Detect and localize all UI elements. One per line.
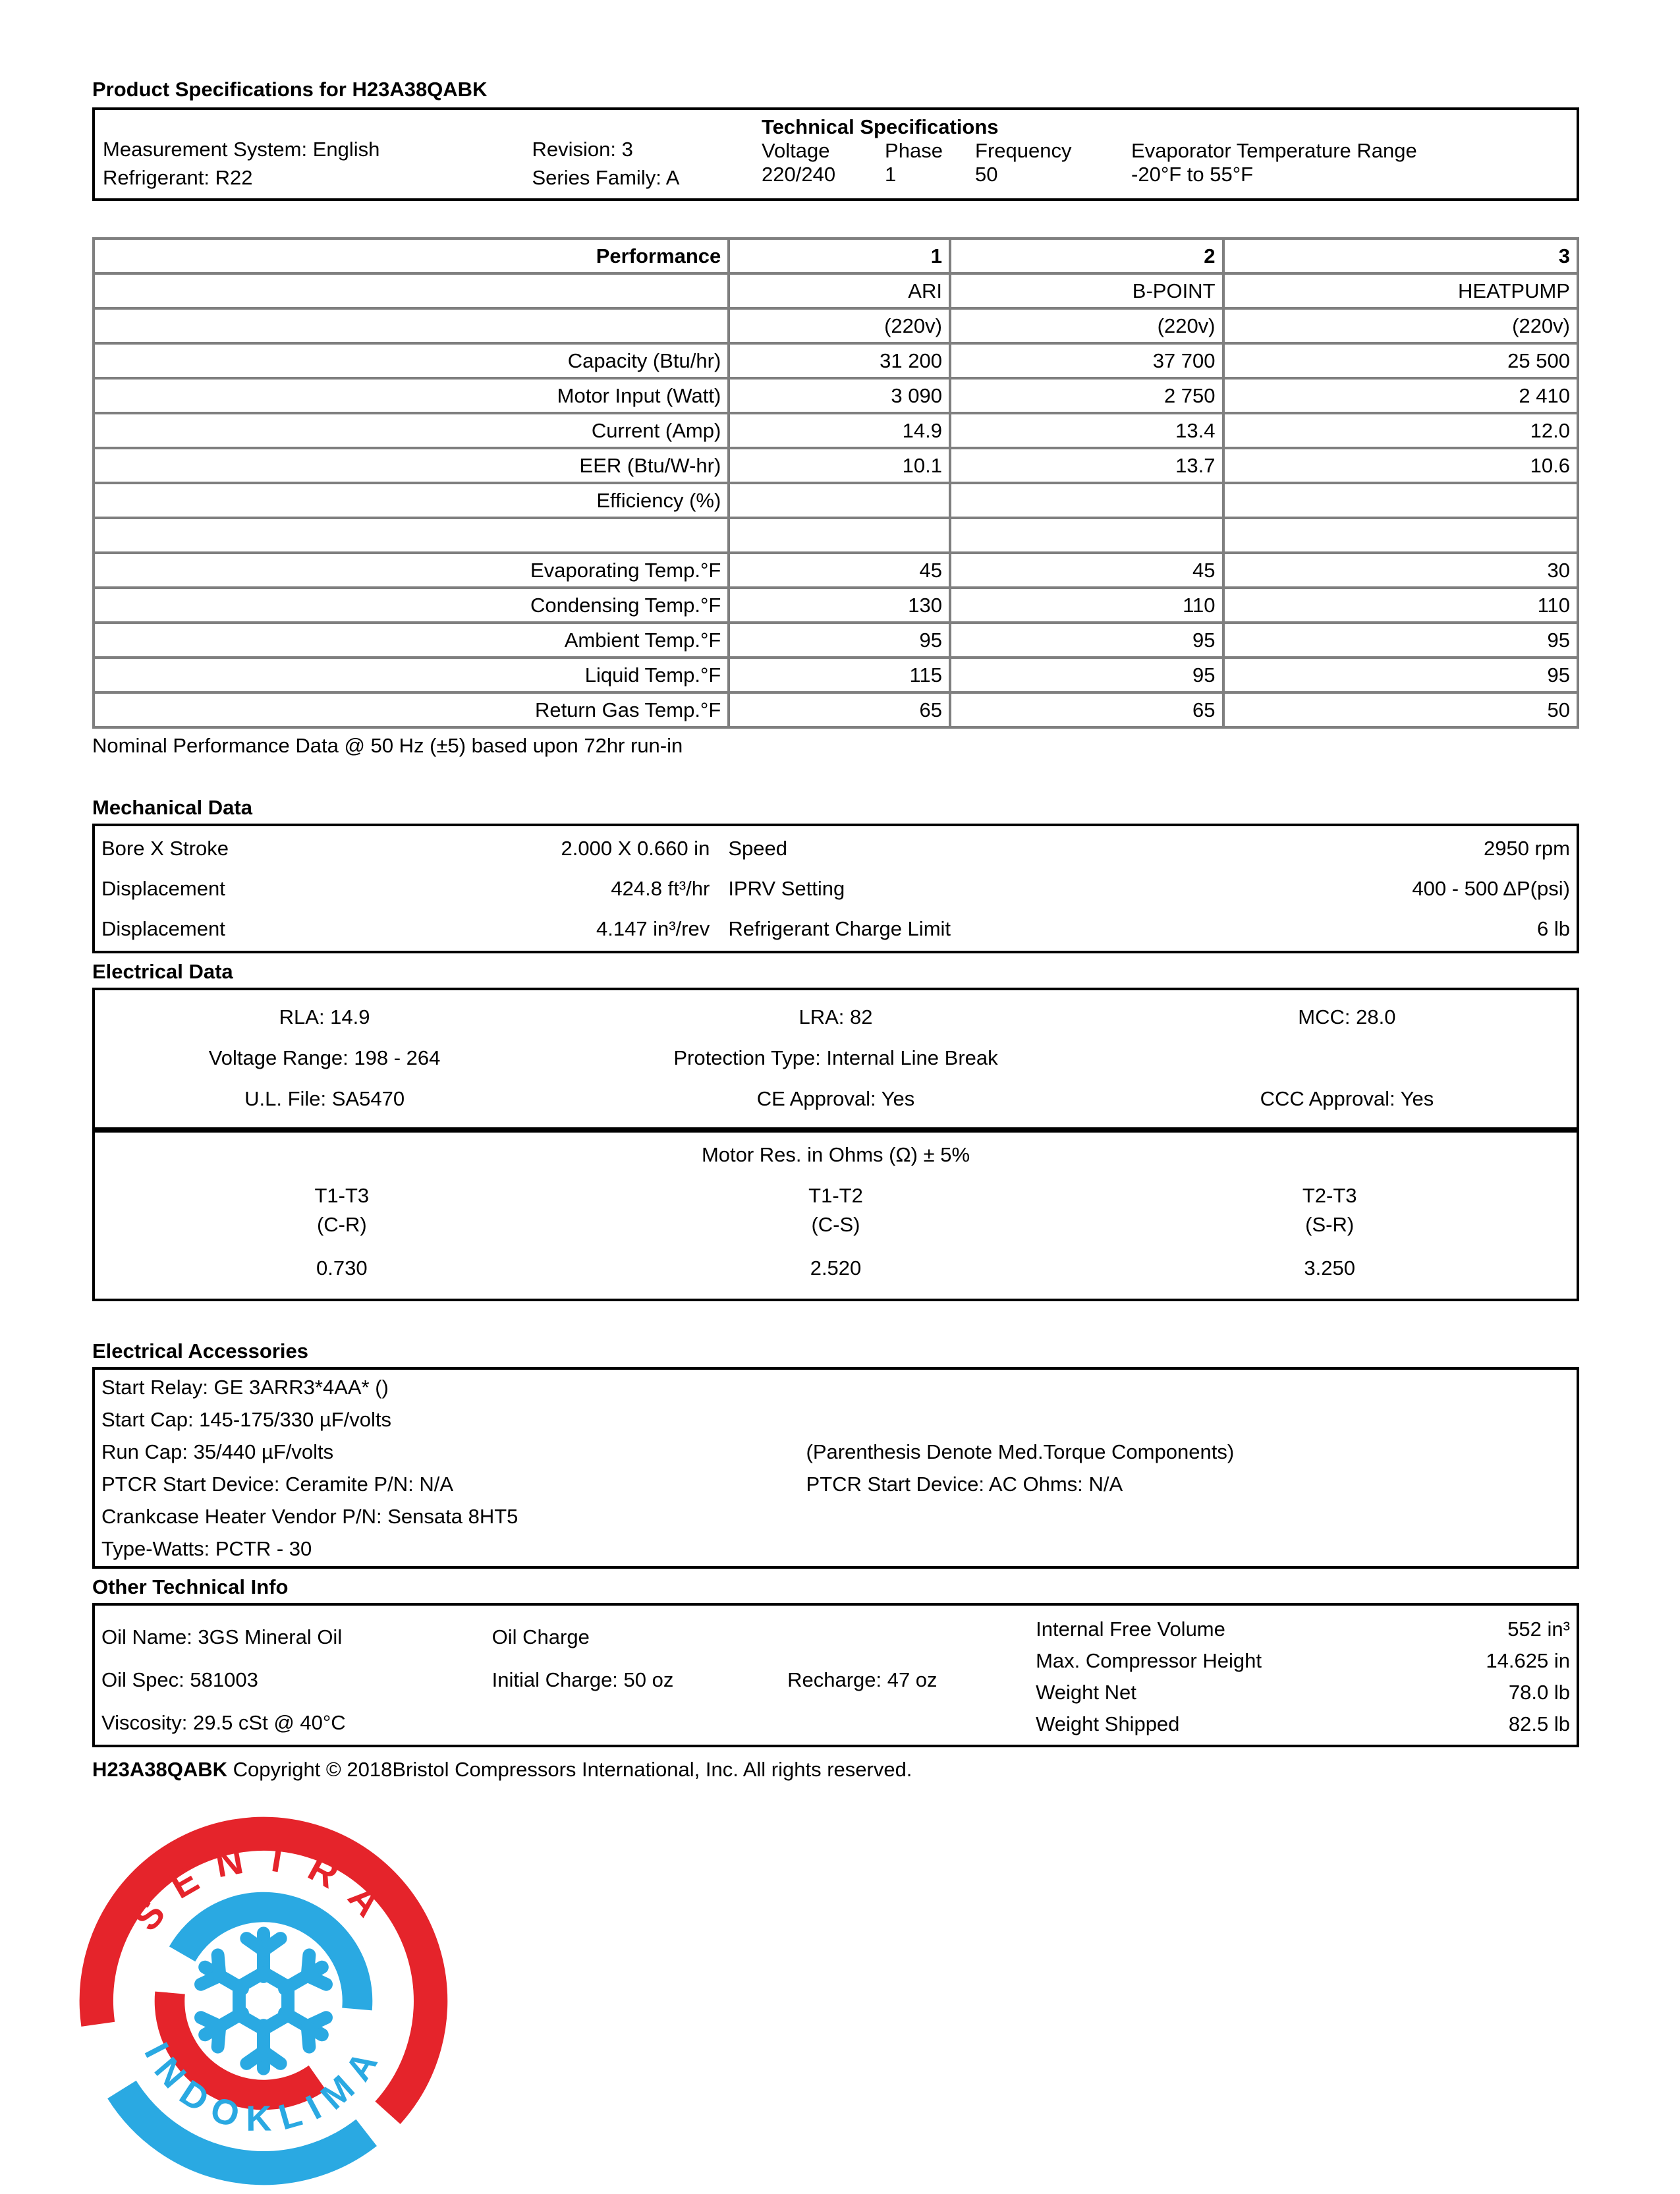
row-value-2: (220v)	[950, 308, 1223, 343]
stat-value: 14.625 in	[1486, 1649, 1570, 1672]
mech-label-1: Displacement	[101, 916, 225, 940]
mech-value-2: 2950 rpm	[1483, 836, 1570, 860]
electrical-row	[95, 1079, 1577, 1119]
electrical-cell-2: CE Approval: Yes	[756, 1087, 915, 1110]
row-value-1: 130	[729, 588, 950, 623]
oil-name: Oil Name: 3GS Mineral Oil	[101, 1625, 343, 1648]
measurement-system: Measurement System: English	[103, 138, 380, 161]
row-value-3: 2 410	[1223, 378, 1578, 413]
tech-specs-title: Technical Specifications	[762, 115, 999, 138]
oil-row	[95, 1625, 1036, 1668]
row-value-2	[950, 483, 1223, 518]
motor-resistance-column	[95, 1181, 589, 1283]
accessory-left: Type-Watts: PCTR - 30	[101, 1536, 312, 1560]
oil-row	[95, 1668, 1036, 1711]
row-value-1: (220v)	[729, 308, 950, 343]
electrical-cell-3: MCC: 28.0	[1298, 1005, 1396, 1028]
terminal-pair: T1-T3	[314, 1184, 370, 1207]
row-value-2: B-POINT	[950, 273, 1223, 308]
oil-info	[95, 1606, 1036, 1754]
accessory-right: (Parenthesis Denote Med.Torque Components)	[806, 1440, 1235, 1463]
row-value-1: 3 090	[729, 378, 950, 413]
electrical-row	[95, 1038, 1577, 1079]
mechanical-row	[95, 868, 1577, 909]
stat-value: 82.5 lb	[1508, 1712, 1570, 1735]
electrical-cell-3: CCC Approval: Yes	[1260, 1087, 1434, 1110]
row-value-3: 95	[1223, 658, 1578, 692]
table-row	[94, 308, 1578, 343]
stat-value: 78.0 lb	[1508, 1681, 1570, 1704]
stat-label: Internal Free Volume	[1036, 1617, 1225, 1641]
row-value-2: 65	[950, 692, 1223, 727]
series-family: Series Family: A	[532, 166, 680, 189]
stat-label: Weight Shipped	[1036, 1712, 1180, 1735]
row-value-3: 50	[1223, 692, 1578, 727]
row-value-3	[1223, 483, 1578, 518]
accessory-row	[95, 1533, 1577, 1565]
resistance-value: 2.520	[810, 1256, 862, 1280]
tech-val-voltage: 220/240	[762, 163, 836, 186]
header-left	[95, 110, 532, 198]
performance-col-3: 3	[1223, 239, 1578, 273]
electrical-data-box	[92, 988, 1579, 1301]
terminal-pair: T1-T2	[808, 1184, 863, 1207]
header-middle	[532, 110, 762, 198]
table-row	[94, 518, 1578, 553]
row-value-1	[729, 518, 950, 553]
divider	[95, 1127, 1577, 1133]
row-value-2: 13.4	[950, 413, 1223, 448]
compressor-stats	[1036, 1606, 1577, 1754]
tech-val-phase: 1	[885, 163, 897, 186]
mech-value-2: 400 - 500 ΔP(psi)	[1412, 876, 1570, 900]
logo-top-text: SENTRA	[125, 1836, 402, 1939]
other-technical-info-box	[92, 1603, 1579, 1747]
table-row	[94, 658, 1578, 692]
accessory-row	[95, 1403, 1577, 1436]
accessory-left: PTCR Start Device: Ceramite P/N: N/A	[101, 1472, 454, 1496]
electrical-cell-2: LRA: 82	[798, 1005, 873, 1028]
row-label	[94, 308, 729, 343]
row-value-2: 95	[950, 623, 1223, 658]
electrical-ratings	[95, 990, 1577, 1127]
performance-header-row	[94, 239, 1578, 273]
row-value-3: HEATPUMP	[1223, 273, 1578, 308]
row-value-1: 31 200	[729, 343, 950, 378]
motor-resistance-column	[589, 1181, 1083, 1283]
mechanical-data-box	[92, 824, 1579, 953]
tech-col-voltage: Voltage	[762, 139, 830, 162]
logo-bottom-text: INDOKLIMA	[136, 2035, 391, 2139]
row-label: Return Gas Temp.°F	[94, 692, 729, 727]
row-value-3: 12.0	[1223, 413, 1578, 448]
row-value-2: 2 750	[950, 378, 1223, 413]
stat-label: Max. Compressor Height	[1036, 1649, 1262, 1672]
row-value-3: 95	[1223, 623, 1578, 658]
revision: Revision: 3	[532, 138, 633, 161]
tech-specs-grid	[762, 139, 1577, 186]
table-row	[94, 588, 1578, 623]
accessory-left: Start Relay: GE 3ARR3*4AA* ()	[101, 1375, 389, 1399]
table-row	[94, 273, 1578, 308]
snowflake-icon	[196, 1933, 330, 2068]
oil-initial-charge: Initial Charge: 50 oz	[491, 1668, 674, 1691]
row-label: EER (Btu/W-hr)	[94, 448, 729, 483]
page-title: Product Specifications for H23A38QABK	[92, 78, 488, 101]
row-label	[94, 273, 729, 308]
accessory-left: Run Cap: 35/440 µF/volts	[101, 1440, 334, 1463]
stat-row	[1036, 1614, 1570, 1645]
motor-resistance-column	[1082, 1181, 1577, 1283]
oil-spec: Oil Spec: 581003	[101, 1668, 258, 1691]
row-value-1: ARI	[729, 273, 950, 308]
oil-viscosity: Viscosity: 29.5 cSt @ 40°C	[101, 1711, 346, 1734]
accessory-left: Start Cap: 145-175/330 µF/volts	[101, 1407, 392, 1431]
copyright-text: Copyright © 2018Bristol Compressors International, Inc. All rights reserved.	[227, 1758, 912, 1781]
mech-label-2: IPRV Setting	[728, 876, 845, 900]
performance-col-1: 1	[729, 239, 950, 273]
table-row	[94, 343, 1578, 378]
row-value-1: 14.9	[729, 413, 950, 448]
tech-col-evap-range: Evaporator Temperature Range	[1131, 139, 1417, 162]
accessory-row	[95, 1468, 1577, 1500]
row-label: Condensing Temp.°F	[94, 588, 729, 623]
electrical-cell-1: U.L. File: SA5470	[244, 1087, 405, 1110]
tech-col-phase: Phase	[885, 139, 943, 162]
row-value-3: 30	[1223, 553, 1578, 588]
other-technical-info-heading: Other Technical Info	[92, 1575, 289, 1598]
row-value-2: 37 700	[950, 343, 1223, 378]
motor-resistance-section	[95, 1133, 1577, 1299]
electrical-cell-1: Voltage Range: 198 - 264	[208, 1046, 441, 1069]
row-value-1	[729, 483, 950, 518]
mechanical-data-heading: Mechanical Data	[92, 796, 252, 819]
row-value-1: 65	[729, 692, 950, 727]
row-label: Motor Input (Watt)	[94, 378, 729, 413]
spec-sheet	[92, 78, 1579, 2194]
table-row	[94, 378, 1578, 413]
row-label: Current (Amp)	[94, 413, 729, 448]
mech-label-1: Bore X Stroke	[101, 836, 229, 860]
row-label: Ambient Temp.°F	[94, 623, 729, 658]
sentra-indoklima-logo	[76, 1813, 451, 2189]
row-value-1: 95	[729, 623, 950, 658]
electrical-cell-2: Protection Type: Internal Line Break	[673, 1046, 998, 1069]
resistance-value: 0.730	[316, 1256, 368, 1280]
oil-recharge: Recharge: 47 oz	[787, 1668, 938, 1691]
performance-footnote: Nominal Performance Data @ 50 Hz (±5) based upon 72hr run-in	[92, 734, 683, 757]
oil-charge-label: Oil Charge	[491, 1625, 590, 1648]
winding-pair: (S-R)	[1305, 1213, 1355, 1236]
stat-row	[1036, 1708, 1570, 1740]
mech-value-2: 6 lb	[1536, 916, 1570, 940]
winding-pair: (C-S)	[811, 1213, 860, 1236]
electrical-data-heading: Electrical Data	[92, 960, 233, 983]
accessory-row	[95, 1500, 1577, 1533]
row-value-3: (220v)	[1223, 308, 1578, 343]
mech-label-1: Displacement	[101, 876, 225, 900]
mech-label-2: Speed	[728, 836, 787, 860]
accessory-row	[95, 1436, 1577, 1468]
oil-row	[95, 1711, 1036, 1754]
mechanical-row	[95, 828, 1577, 868]
electrical-cell-1: RLA: 14.9	[279, 1005, 370, 1028]
row-value-1: 10.1	[729, 448, 950, 483]
motor-resistance-title: Motor Res. in Ohms (Ω) ± 5%	[701, 1143, 970, 1166]
electrical-accessories-box	[92, 1367, 1579, 1569]
stat-label: Weight Net	[1036, 1681, 1136, 1704]
row-value-3	[1223, 518, 1578, 553]
tech-val-frequency: 50	[975, 163, 998, 186]
tech-val-evap-range: -20°F to 55°F	[1131, 163, 1254, 186]
model-number: H23A38QABK	[92, 1758, 228, 1781]
table-row	[94, 448, 1578, 483]
mech-value-1: 424.8 ft³/hr	[611, 876, 710, 900]
electrical-row	[95, 997, 1577, 1038]
row-value-1: 115	[729, 658, 950, 692]
table-row	[94, 623, 1578, 658]
row-value-2: 110	[950, 588, 1223, 623]
table-row	[94, 483, 1578, 518]
tech-col-frequency: Frequency	[975, 139, 1072, 162]
mech-value-1: 4.147 in³/rev	[596, 916, 710, 940]
row-value-3: 10.6	[1223, 448, 1578, 483]
row-label: Efficiency (%)	[94, 483, 729, 518]
table-row	[94, 692, 1578, 727]
row-label	[94, 518, 729, 553]
row-value-2: 95	[950, 658, 1223, 692]
table-row	[94, 553, 1578, 588]
terminal-pair: T2-T3	[1302, 1184, 1357, 1207]
stat-row	[1036, 1645, 1570, 1677]
winding-pair: (C-R)	[316, 1213, 367, 1236]
table-row	[94, 413, 1578, 448]
row-label: Evaporating Temp.°F	[94, 553, 729, 588]
row-value-1: 45	[729, 553, 950, 588]
performance-label: Performance	[94, 239, 729, 273]
row-value-3: 25 500	[1223, 343, 1578, 378]
header-box	[92, 107, 1579, 201]
row-label: Capacity (Btu/hr)	[94, 343, 729, 378]
stat-value: 552 in³	[1507, 1617, 1570, 1641]
row-value-2	[950, 518, 1223, 553]
accessory-right: PTCR Start Device: AC Ohms: N/A	[806, 1472, 1123, 1496]
row-label: Liquid Temp.°F	[94, 658, 729, 692]
mech-value-1: 2.000 X 0.660 in	[561, 836, 710, 860]
copyright-line	[92, 1758, 1579, 1782]
technical-specifications	[762, 110, 1577, 198]
resistance-value: 3.250	[1304, 1256, 1355, 1280]
performance-table	[92, 237, 1579, 729]
accessory-left: Crankcase Heater Vendor P/N: Sensata 8HT5	[101, 1504, 518, 1528]
row-value-3: 110	[1223, 588, 1578, 623]
refrigerant: Refrigerant: R22	[103, 166, 253, 189]
mechanical-row	[95, 909, 1577, 949]
stat-row	[1036, 1677, 1570, 1708]
accessory-row	[95, 1371, 1577, 1403]
row-value-2: 13.7	[950, 448, 1223, 483]
performance-col-2: 2	[950, 239, 1223, 273]
row-value-2: 45	[950, 553, 1223, 588]
mech-label-2: Refrigerant Charge Limit	[728, 916, 951, 940]
electrical-accessories-heading: Electrical Accessories	[92, 1339, 309, 1363]
